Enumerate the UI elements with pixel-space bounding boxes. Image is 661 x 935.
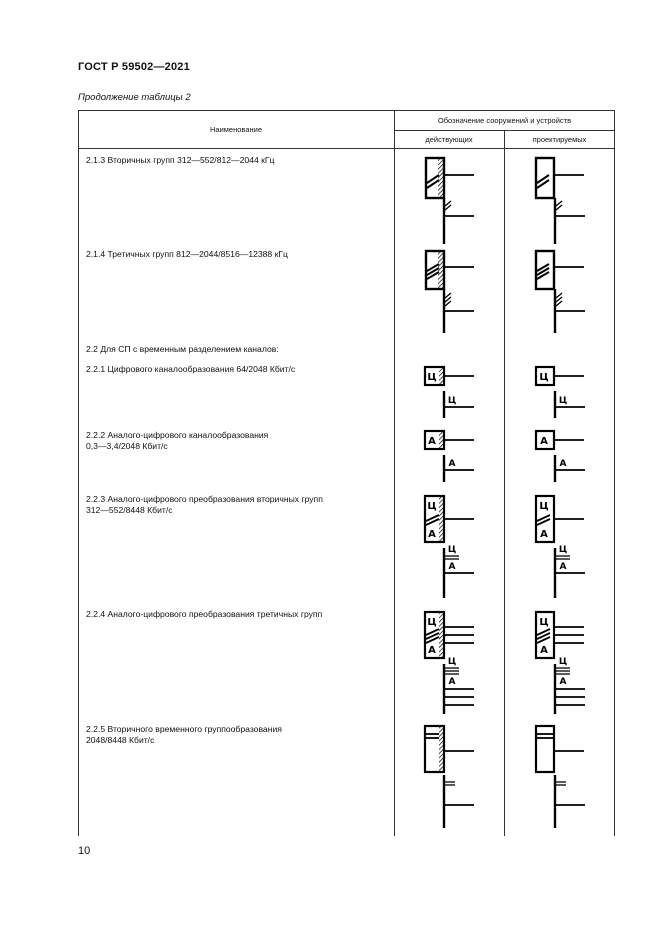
- symbol-letter: Ц: [427, 617, 437, 628]
- label-line: 2048/8448 Кбит/с: [86, 735, 155, 745]
- symbol-letter: Ц: [539, 617, 549, 628]
- label-line: 2.2.4 Аналого-цифрового преобразования третичных групп: [86, 609, 323, 619]
- label-line: 2.1.4 Третичных групп 812—2044/8516—12388 кГц: [86, 249, 288, 259]
- symbol-letter: А: [540, 645, 548, 656]
- symbol-2-2-5-existing: [425, 726, 474, 828]
- symbol-2-2-1-planned: [536, 367, 585, 418]
- symbol-letter: Ц: [539, 372, 549, 383]
- symbol-letter: А: [559, 677, 567, 687]
- header-existing-column: действующих: [425, 135, 473, 144]
- symbol-2-2-3-existing: [425, 496, 474, 598]
- symbol-2-2-1-existing: [425, 367, 474, 418]
- symbol-letter: Ц: [558, 396, 568, 406]
- symbol-letter: А: [448, 459, 456, 469]
- symbol-letter: Ц: [447, 657, 457, 667]
- label-line: 2.2.3 Аналого-цифрового преобразования вторичных групп: [86, 494, 323, 504]
- header-name-column: Наименование: [210, 125, 262, 134]
- symbol-letter: Ц: [447, 545, 457, 555]
- symbol-letter: А: [448, 677, 456, 687]
- symbol-letter: А: [559, 562, 567, 572]
- label-line: 2.2.5 Вторичного временного группообразования: [86, 724, 282, 734]
- symbol-letter: А: [559, 459, 567, 469]
- symbol-2-1-4-existing: [426, 251, 474, 333]
- symbol-2-2-5-planned: [536, 726, 585, 828]
- symbol-2-2-4-existing: [425, 612, 474, 714]
- label-line: 2.2.2 Аналого-цифрового каналообразования: [86, 430, 269, 440]
- symbol-letter: Ц: [539, 501, 549, 512]
- symbol-2-1-4-planned: [536, 251, 585, 333]
- header-group-label: Обозначение сооружений и устройств: [437, 116, 572, 125]
- symbol-letter: Ц: [447, 396, 457, 406]
- label-line: 2.2 Для СП с временным разделением каналов:: [86, 344, 279, 354]
- symbol-2-2-2-existing: [425, 431, 474, 482]
- label-line: 0,3—3,4/2048 Кбит/с: [86, 441, 168, 451]
- symbol-letter: Ц: [427, 372, 437, 383]
- symbol-2-2-3-planned: [536, 496, 585, 598]
- symbol-letter: А: [540, 529, 548, 540]
- symbol-letter: А: [428, 436, 436, 447]
- symbol-letter: Ц: [558, 657, 568, 667]
- document-header: ГОСТ Р 59502—2021: [78, 61, 190, 73]
- symbol-2-2-2-planned: [536, 431, 585, 482]
- header-planned-column: проектируемых: [532, 135, 587, 144]
- label-line: 2.1.3 Вторичных групп 312—552/812—2044 кГц: [86, 155, 275, 165]
- symbol-letter: Ц: [427, 501, 437, 512]
- symbol-2-2-4-planned: [536, 612, 585, 714]
- symbol-2-1-3-existing: [426, 158, 474, 244]
- symbol-letter: А: [428, 529, 436, 540]
- table-continuation-caption: Продолжение таблицы 2: [78, 92, 191, 103]
- label-line: 2.2.1 Цифрового каналообразования 64/2048 Кбит/с: [86, 364, 296, 374]
- label-line: 312—552/8448 Кбит/с: [86, 505, 173, 515]
- page-number: 10: [78, 845, 91, 857]
- symbol-letter: Ц: [558, 545, 568, 555]
- symbol-2-1-3-planned: [536, 158, 585, 244]
- symbol-letter: А: [448, 562, 456, 572]
- symbol-letter: А: [428, 645, 436, 656]
- symbol-letter: А: [540, 436, 548, 447]
